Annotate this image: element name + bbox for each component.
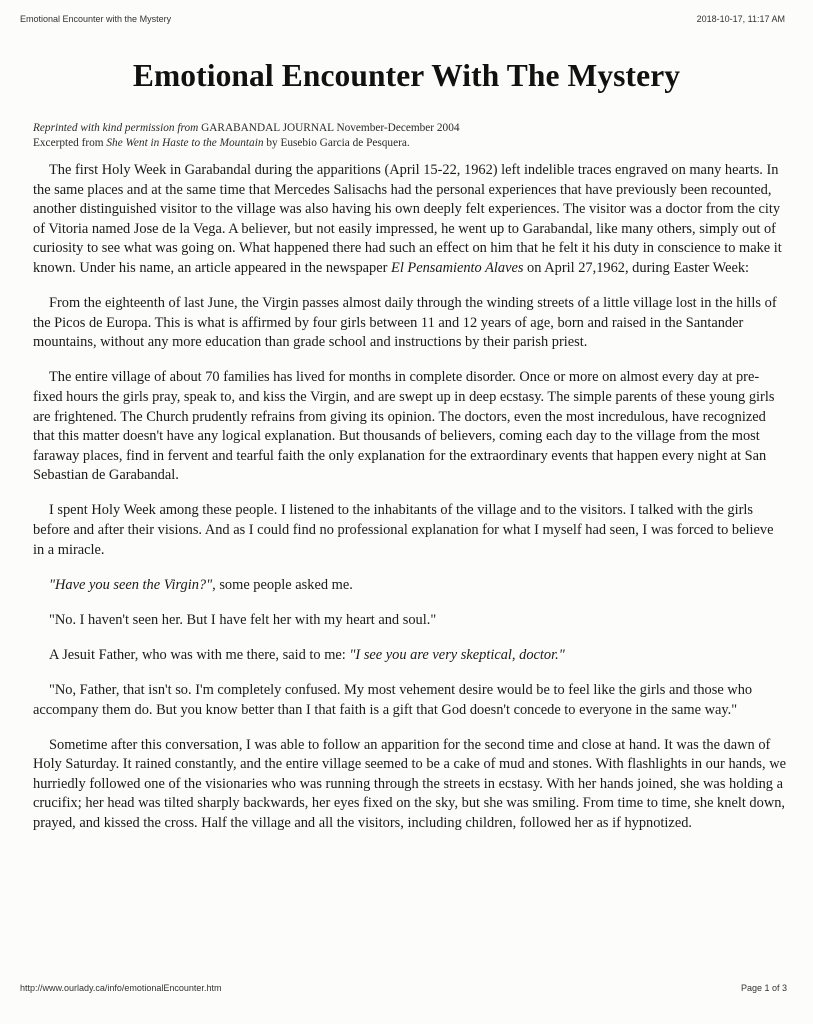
quote-question: "Have you seen the Virgin?" xyxy=(49,576,213,593)
quote-jesuit: "I see you are very skeptical, doctor." xyxy=(349,646,565,663)
paragraph-5 xyxy=(33,576,788,596)
print-footer xyxy=(20,983,787,993)
article-body xyxy=(33,161,788,849)
header-page-title: Emotional Encounter with the Mystery xyxy=(20,14,172,24)
paragraph-4: I spent Holy Week among these people. I listened to the inhabitants of the village and to the visitors. I talked with the girls before and after their visions. And as I could find no professional explanation for what I myself had seen, I was forced to believe in a miracle. xyxy=(33,502,774,558)
paragraph-1-end: on April 27,1962, during Easter Week: xyxy=(523,259,750,276)
article-title: Emotional Encounter With The Mystery xyxy=(132,58,681,93)
newspaper-name: El Pensamiento Alaves xyxy=(391,259,524,276)
paragraph-1-text: The first Holy Week in Garabandal during the apparitions (April 15-22, 1962) left indelible traces engraved on many hearts. In the same places and at the same time that Mercedes Salisachs had the personal experiences that have previously been recounted, another distinguished visitor to the village was also having his own deeply felt experiences. The visitor was a doctor from the city of Vitoria named Jose de la Vega. A believer, but not easily impressed, he went up to Garabandal, like many others, simply out of curiosity to see what was going on. What happened there had such an effect on him that he felt it his duty in conscience to make it known. Under his name, an article appeared in the newspaper xyxy=(33,162,782,276)
paragraph-8: "No, Father, that isn't so. I'm completely confused. My most vehement desire would be to feel like the girls and those who accompany them do. But you know better than I that faith is a gift that God doesn't concede to everyone in the same way." xyxy=(33,681,753,718)
paragraph-6: "No. I haven't seen her. But I have felt her with my heart and soul." xyxy=(49,611,437,628)
credit-book-title: She Went in Haste to the Mountain xyxy=(106,137,264,149)
paragraph-9: Sometime after this conversation, I was able to follow an apparition for the second time and close at hand. It was the dawn of Holy Saturday. It rained constantly, and the entire village seemed to be a cake of mud and stones. With flashlights in our hands, we hurriedly followed one of the visionaries who was running through the streets in ecstasy. With her hands joined, she was holding a crucifix; her head was tilted sharply backwards, her eyes fixed on the sky, but she was smiling. From time to time, she knelt down, prayed, and kissed the cross. Half the village and all the visitors, including children, followed her as if hypnotized. xyxy=(33,736,786,832)
paragraph-7-text: A Jesuit Father, who was with me there, said to me: xyxy=(49,646,350,663)
credit-excerpt-prefix: Excerpted from xyxy=(33,137,107,149)
paragraph-2: From the eighteenth of last June, the Virgin passes almost daily through the winding streets of a little village lost in the hills of the Picos de Europa. This is what is affirmed by four girls between 11 and 12 years of age, born and raised in the Santander mountains, without any more education than grade school and instructions by their parish priest. xyxy=(33,295,777,351)
paragraph-1 xyxy=(33,161,788,279)
paragraph-5-text: , some people asked me. xyxy=(212,576,353,593)
credit-reprint-source: GARABANDAL JOURNAL November-December 2004 xyxy=(198,122,460,134)
article-credits xyxy=(33,121,793,151)
paragraph-3: The entire village of about 70 families has lived for months in complete disorder. Once or more on almost every day at pre-fixed hours the girls pray, speak to, and kiss the Virgin, and are swept up in deep ecstasy. The simple parents of these young girls are frightened. The Church prudently refrains from giving its opinion. The doctors, even the most incredulous, have recognized that this matter doesn't have any logical explanation. But thousands of believers, coming each day to the village from the most faraway places, find in fervent and tearful faith the only explanation for the extraordinary events that happen every night at San Sebastian de Garabandal. xyxy=(33,369,775,484)
credit-line-reprint xyxy=(33,121,793,136)
header-timestamp: 2018-10-17, 11:17 AM xyxy=(696,14,785,24)
print-header xyxy=(20,14,785,24)
credit-reprint-label: Reprinted with kind permission from xyxy=(33,122,199,134)
footer-page-number: Page 1 of 3 xyxy=(740,983,787,993)
credit-line-excerpt xyxy=(33,136,793,151)
credit-author: by Eusebio Garcia de Pesquera. xyxy=(263,137,410,149)
footer-url: http://www.ourlady.ca/info/emotionalEncounter.htm xyxy=(20,983,222,993)
paragraph-7 xyxy=(33,646,788,666)
